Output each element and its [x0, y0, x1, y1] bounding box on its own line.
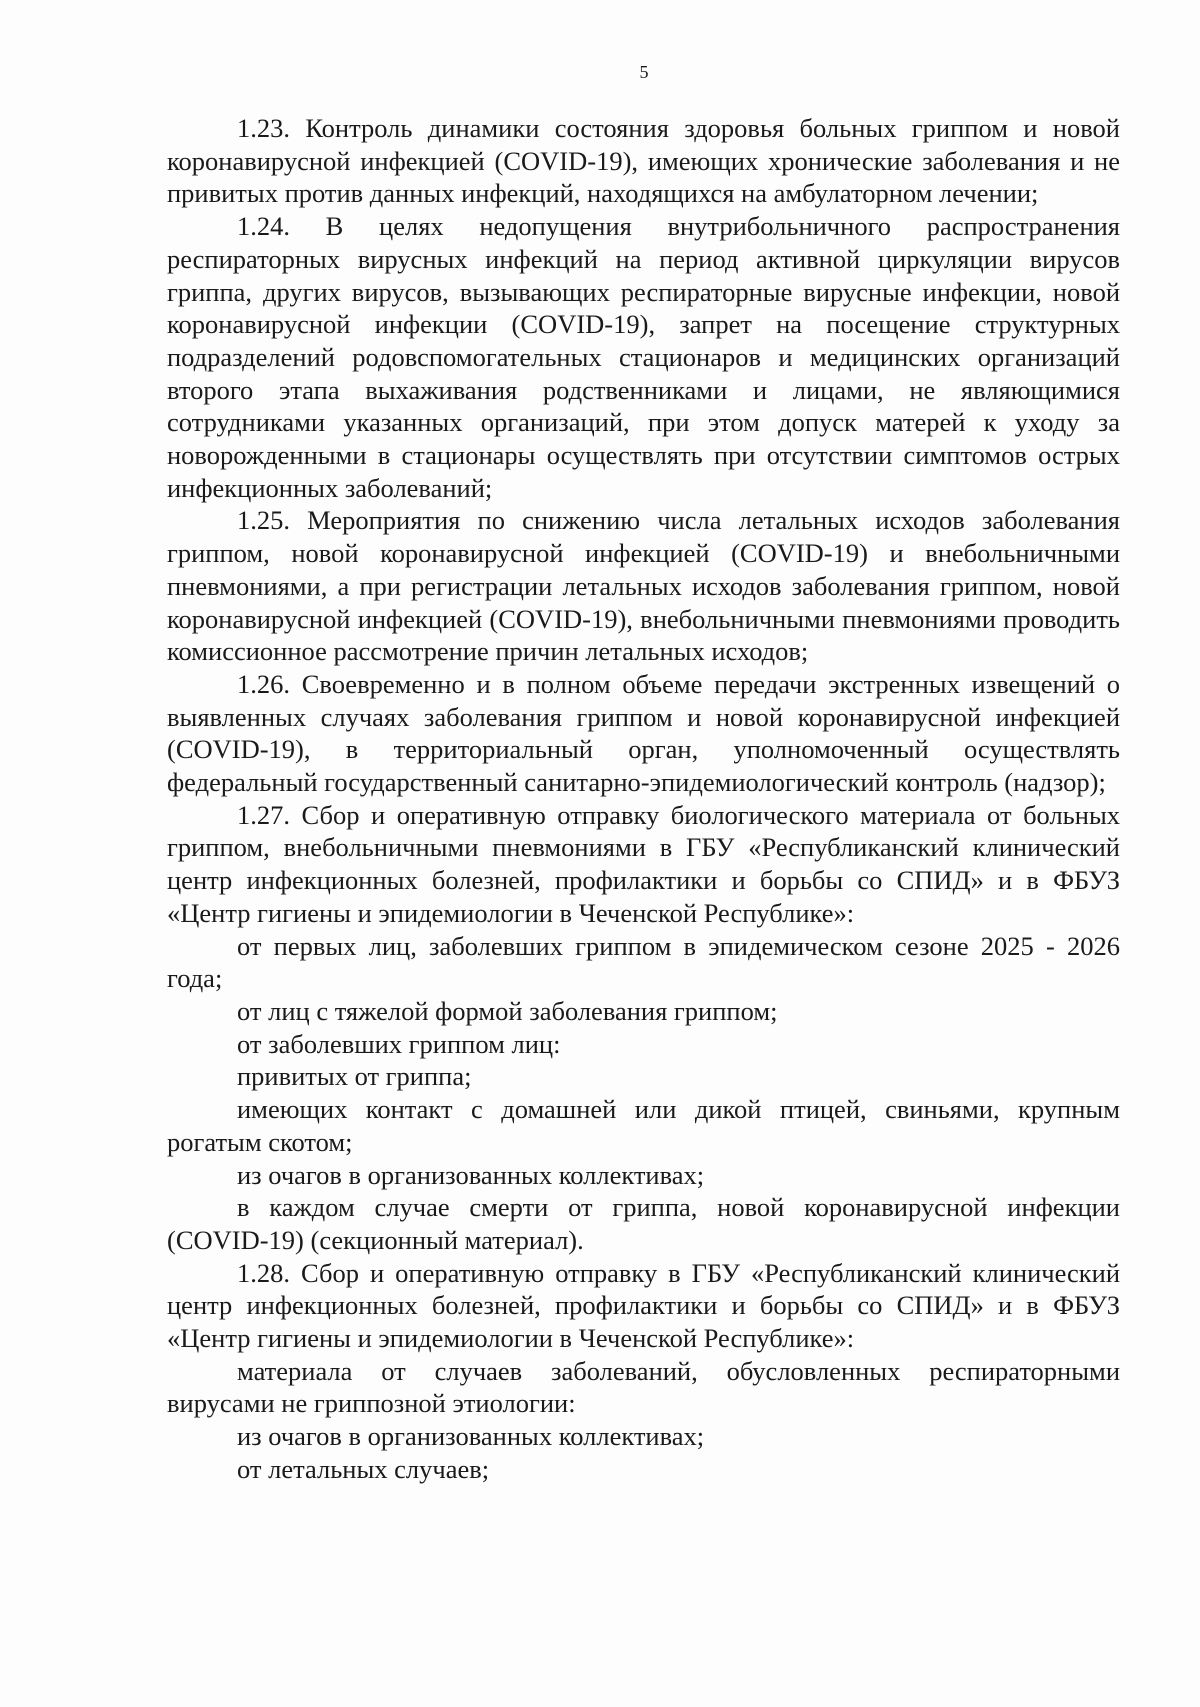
list-item: от лиц с тяжелой формой заболевания гриппом;	[237, 995, 778, 1026]
list-item: из очагов в организованных коллективах;	[237, 1421, 705, 1452]
paragraph-1-25: 1.25. Мероприятия по снижению числа летальных исходов заболевания гриппом, новой коронавирусной инфекцией (COVID-19) и внебольничными пневмониями, а при регистрации летальных исходов заболевания гриппом, новой коронавирусной инфекцией (COVID-19), внебольничными пневмониями проводить комиссионное рассмотрение причин летальных исходов;	[167, 505, 1120, 667]
list-item: в каждом случае смерти от гриппа, новой коронавирусной инфекции (COVID-19) (секционный материал).	[167, 1192, 1120, 1255]
paragraph-1-27: 1.27. Сбор и оперативную отправку биологического материала от больных гриппом, внебольничными пневмониями в ГБУ «Республиканский клинический центр инфекционных болезней, профилактики и борьбы со СПИД» и в ФБУЗ «Центр гигиены и эпидемиологии в Чеченской Республике»:	[167, 799, 1120, 928]
list-item: от заболевших гриппом лиц:	[237, 1028, 561, 1059]
page-number: 5	[639, 62, 649, 82]
list-item: имеющих контакт с домашней или дикой птицей, свиньями, крупным рогатым скотом;	[167, 1094, 1120, 1157]
paragraph-1-26: 1.26. Своевременно и в полном объеме передачи экстренных извещений о выявленных случаях заболевания гриппом и новой коронавирусной инфекцией (COVID-19), в территориальный орган, уполномоченный осуществлять федеральный государственный санитарно-эпидемиологический контроль (надзор);	[167, 668, 1120, 798]
list-item: от летальных случаев;	[237, 1453, 490, 1484]
list-item: материала от случаев заболеваний, обусловленных респираторными вирусами не гриппозной этиологии:	[167, 1355, 1120, 1419]
document-body	[167, 112, 1120, 1486]
paragraph-1-24: 1.24. В целях недопущения внутрибольничного распространения респираторных вирусных инфекций на период активной циркуляции вирусов гриппа, других вирусов, вызывающих респираторные вирусные инфекции, новой коронавирусной инфекции (COVID-19), запрет на посещение структурных подразделений родовспомогательных стационаров и медицинских организаций второго этапа выхаживания родственниками и лицами, не являющимися сотрудниками указанных организаций, при этом допуск матерей к уходу за новорожденными в стационары осуществлять при отсутствии симптомов острых инфекционных заболеваний;	[167, 211, 1120, 503]
paragraph-1-28: 1.28. Сбор и оперативную отправку в ГБУ «Республиканский клинический центр инфекционных болезней, профилактики и борьбы со СПИД» и в ФБУЗ «Центр гигиены и эпидемиологии в Чеченской Республике»:	[167, 1257, 1120, 1354]
paragraph-1-23: 1.23. Контроль динамики состояния здоровья больных гриппом и новой коронавирусной инфекцией (COVID-19), имеющих хронические заболевания и не привитых против данных инфекций, находящихся на амбулаторном лечении;	[167, 113, 1120, 209]
list-item: из очагов в организованных коллективах;	[237, 1159, 705, 1190]
list-item: от первых лиц, заболевших гриппом в эпидемическом сезоне 2025 - 2026 года;	[167, 930, 1120, 994]
list-item: привитых от гриппа;	[237, 1061, 472, 1092]
